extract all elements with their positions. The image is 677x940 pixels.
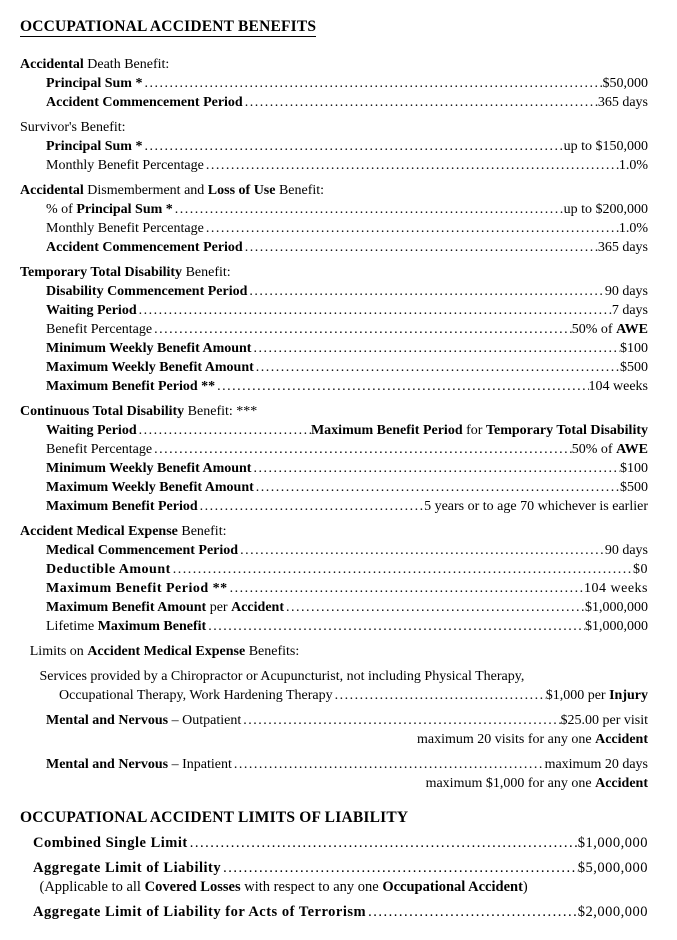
- row-value: [311, 421, 648, 440]
- row-label: [59, 686, 333, 705]
- text-run: Benefit Percentage: [46, 322, 153, 337]
- section-heading: [20, 55, 648, 74]
- row-value: [578, 903, 648, 922]
- text-run: Mental and Nervous: [46, 757, 169, 772]
- text-run: with respect to any one: [240, 879, 383, 895]
- text-run: 7 days: [611, 303, 648, 318]
- text-run: Accident: [231, 600, 284, 615]
- text-run: 104 weeks: [588, 379, 648, 394]
- dot-leader: [241, 711, 560, 730]
- section-continuous-total-disability: [20, 402, 648, 516]
- row-value: [424, 497, 648, 516]
- text-run: Principal Sum *: [46, 76, 143, 91]
- text-run: AWE: [616, 322, 648, 337]
- text-run: $500: [620, 360, 648, 375]
- text-run: $1,000 per: [545, 688, 610, 703]
- dot-leader: [247, 282, 604, 301]
- text-run: Mental and Nervous: [46, 713, 169, 728]
- dot-leader: [254, 478, 620, 497]
- text-run: Aggregate Limit of Liability for Acts of Terrorism: [33, 904, 367, 920]
- text-run: Accident: [595, 776, 648, 791]
- text-run: – Outpatient: [168, 713, 242, 728]
- row-value: [589, 377, 649, 396]
- row-label: [46, 711, 241, 730]
- dot-leader: [215, 377, 588, 396]
- dot-leader: [171, 560, 633, 579]
- dot-leader: [204, 156, 619, 175]
- text-run: Maximum Weekly Benefit Amount: [46, 480, 254, 495]
- row-value: [620, 478, 648, 497]
- page-title-text: OCCUPATIONAL ACCIDENT BENEFITS: [20, 18, 317, 35]
- text-run: maximum 20 visits for any one: [417, 732, 596, 747]
- text-run: Benefit:: [177, 524, 227, 539]
- benefit-row: [46, 282, 648, 301]
- text-run: Survivor's Benefit:: [20, 120, 126, 135]
- row-value: [612, 301, 648, 320]
- row-value: [578, 834, 648, 853]
- text-run: $1,000,000: [577, 835, 648, 851]
- text-run: Maximum Weekly Benefit Amount: [46, 360, 254, 375]
- text-run: 90 days: [604, 543, 648, 558]
- row-value: [584, 579, 648, 598]
- benefit-row: [46, 478, 648, 497]
- row-label: [46, 219, 204, 238]
- benefit-row: [46, 755, 648, 774]
- row-note: [20, 774, 648, 793]
- text-run: – Inpatient: [168, 757, 232, 772]
- row-label: [46, 156, 204, 175]
- row-value: [605, 541, 648, 560]
- row-value: [598, 238, 648, 257]
- text-run: Services provided by a Chiropractor or Acupuncturist, not including Physical Therapy,: [39, 669, 525, 684]
- row-label: [46, 301, 137, 320]
- benefit-row: [46, 377, 648, 396]
- text-run: OCCUPATIONAL ACCIDENT LIMITS OF LIABILITY: [20, 809, 409, 826]
- text-run: Minimum Weekly Benefit Amount: [46, 341, 252, 356]
- text-run: Deductible Amount: [46, 562, 171, 577]
- text-run: for: [462, 423, 486, 438]
- benefit-row: [46, 301, 648, 320]
- row-value: [564, 200, 648, 219]
- row-label: [46, 93, 243, 112]
- text-run: per: [206, 600, 232, 615]
- dot-leader: [232, 755, 545, 774]
- row-label: [46, 541, 238, 560]
- section-heading: [20, 181, 648, 200]
- row-value: [620, 459, 648, 478]
- row-label: [46, 74, 142, 93]
- benefit-row: [46, 320, 648, 339]
- text-run: 1.0%: [618, 221, 648, 236]
- text-run: $500: [620, 480, 648, 495]
- row-value: [572, 320, 648, 339]
- text-run: $1,000,000: [585, 619, 648, 634]
- section-dismemberment-loss-of-use: [20, 181, 648, 257]
- section-limits-on-ame: [20, 642, 648, 793]
- row-label: [46, 238, 243, 257]
- section-heading: [20, 118, 648, 137]
- benefit-row: [46, 358, 648, 377]
- dot-leader: [243, 93, 598, 112]
- row-note: [40, 878, 649, 897]
- section-accident-medical-expense: [20, 522, 648, 636]
- row-value: [578, 859, 648, 878]
- dot-leader: [198, 497, 424, 516]
- text-run: Maximum Benefit Period: [310, 423, 463, 438]
- row-value: [603, 74, 649, 93]
- dot-leader: [137, 421, 311, 440]
- text-run: Loss of Use: [207, 183, 276, 198]
- text-run: Monthly Benefit Percentage: [46, 158, 204, 173]
- text-run: 1.0%: [618, 158, 648, 173]
- dot-leader: [204, 219, 619, 238]
- benefit-row: [46, 598, 648, 617]
- dot-leader: [137, 301, 612, 320]
- text-run: up to $150,000: [563, 139, 648, 154]
- text-run: Accidental: [20, 57, 84, 72]
- text-run: Medical Commencement Period: [46, 543, 239, 558]
- row-value: [633, 560, 648, 579]
- benefit-row: [46, 497, 648, 516]
- dot-leader: [238, 541, 605, 560]
- benefit-row: [46, 617, 648, 636]
- text-run: $2,000,000: [577, 904, 648, 920]
- dot-leader: [206, 617, 585, 636]
- dot-leader: [142, 137, 563, 156]
- text-run: maximum 20 days: [544, 757, 648, 772]
- benefit-row: [46, 339, 648, 358]
- dot-leader: [152, 320, 572, 339]
- row-label: [40, 667, 525, 686]
- benefit-row: [40, 667, 649, 686]
- text-run: Principal Sum *: [46, 139, 143, 154]
- text-run: Waiting Period: [46, 423, 137, 438]
- row-label: [46, 478, 254, 497]
- text-run: Maximum Benefit Period: [46, 499, 198, 514]
- row-value: [619, 219, 648, 238]
- row-value: [585, 598, 648, 617]
- benefit-row: [46, 74, 648, 93]
- benefit-row: [46, 219, 648, 238]
- benefit-row: [33, 903, 648, 922]
- row-label: [46, 358, 254, 377]
- text-run: Limits on: [29, 644, 88, 659]
- text-run: Death Benefit:: [83, 57, 170, 72]
- text-run: 104 weeks: [584, 581, 648, 596]
- section-accidental-death-benefit: [20, 55, 648, 112]
- text-run: Occupational Therapy, Work Hardening Therapy: [59, 688, 333, 703]
- row-value: [545, 755, 648, 774]
- row-value: [546, 686, 648, 705]
- dot-leader: [221, 859, 578, 878]
- row-label: [46, 617, 206, 636]
- text-run: up to $200,000: [563, 202, 648, 217]
- row-value: [572, 440, 648, 459]
- row-note: [20, 730, 648, 749]
- text-run: Principal Sum *: [76, 202, 173, 217]
- section-main-heading: [20, 807, 648, 828]
- text-run: AWE: [616, 442, 648, 457]
- dot-leader: [142, 74, 602, 93]
- row-label: [46, 137, 142, 156]
- text-run: Maximum Benefit Period **: [46, 581, 228, 596]
- dot-leader: [188, 834, 578, 853]
- row-label: [46, 560, 171, 579]
- text-run: Benefit Percentage: [46, 442, 153, 457]
- section-heading: [30, 642, 648, 661]
- dot-leader: [243, 238, 598, 257]
- row-label: [46, 459, 251, 478]
- section-limits-of-liability: [20, 807, 648, 922]
- row-value: [620, 339, 648, 358]
- section-temporary-total-disability: [20, 263, 648, 396]
- text-run: Waiting Period: [46, 303, 137, 318]
- text-run: % of: [46, 202, 77, 217]
- row-label: [33, 834, 188, 853]
- text-run: Benefit:: [182, 265, 231, 280]
- dot-leader: [251, 459, 620, 478]
- text-run: Continuous Total Disability: [20, 404, 185, 419]
- text-run: $50,000: [602, 76, 648, 91]
- row-label: [46, 320, 152, 339]
- text-run: Accident Medical Expense: [87, 644, 246, 659]
- text-run: Minimum Weekly Benefit Amount: [46, 461, 252, 476]
- text-run: Dismemberment and: [83, 183, 208, 198]
- section-heading: [20, 522, 648, 541]
- dot-leader: [228, 579, 584, 598]
- text-run: 90 days: [604, 284, 648, 299]
- row-value: [619, 156, 648, 175]
- row-value: [605, 282, 648, 301]
- row-label: [46, 440, 152, 459]
- dot-leader: [366, 903, 578, 922]
- benefit-row: [46, 541, 648, 560]
- text-run: Accident: [595, 732, 648, 747]
- text-run: 365 days: [597, 95, 648, 110]
- text-run: Benefits:: [245, 644, 300, 659]
- benefit-row: [46, 93, 648, 112]
- text-run: Benefit:: [275, 183, 325, 198]
- benefit-row: [33, 859, 648, 878]
- row-label: [46, 579, 228, 598]
- benefit-row: [46, 137, 648, 156]
- benefit-row: [46, 421, 648, 440]
- text-run: Accidental: [20, 183, 84, 198]
- document-body: [20, 55, 648, 922]
- benefit-row: [46, 459, 648, 478]
- dot-leader: [333, 686, 546, 705]
- text-run: Maximum Benefit: [97, 619, 207, 634]
- benefit-row: [59, 686, 648, 705]
- text-run: $25.00 per visit: [560, 713, 648, 728]
- text-run: 50% of: [571, 442, 617, 457]
- row-label: [46, 421, 137, 440]
- row-value: [598, 93, 648, 112]
- text-run: Accident Medical Expense: [20, 524, 178, 539]
- text-run: $100: [620, 461, 648, 476]
- text-run: Occupational Accident: [382, 879, 523, 895]
- text-run: Aggregate Limit of Liability: [33, 860, 222, 876]
- dot-leader: [284, 598, 585, 617]
- row-label: [33, 859, 221, 878]
- text-run: $0: [633, 562, 648, 577]
- text-run: Covered Losses: [144, 879, 241, 895]
- text-run: Maximum Benefit Period **: [46, 379, 216, 394]
- section-heading: [20, 402, 648, 421]
- text-run: Injury: [609, 688, 648, 703]
- row-label: [46, 339, 251, 358]
- row-value: [561, 711, 649, 730]
- text-run: 365 days: [597, 240, 648, 255]
- benefit-row: [46, 200, 648, 219]
- row-label: [46, 497, 198, 516]
- text-run: Lifetime: [46, 619, 98, 634]
- text-run: Disability Commencement Period: [46, 284, 248, 299]
- text-run: Benefit: ***: [184, 404, 258, 419]
- text-run: $1,000,000: [585, 600, 648, 615]
- row-value: [585, 617, 648, 636]
- dot-leader: [251, 339, 620, 358]
- text-run: (Applicable to all: [39, 879, 145, 895]
- text-run: 5 years or to age 70 whichever is earlier: [424, 499, 648, 514]
- benefit-row: [46, 711, 648, 730]
- row-label: [33, 903, 366, 922]
- text-run: Maximum Benefit Amount: [46, 600, 207, 615]
- text-run: ): [522, 879, 528, 895]
- text-run: maximum $1,000 for any one: [425, 776, 596, 791]
- row-label: [46, 598, 284, 617]
- text-run: 50% of: [571, 322, 617, 337]
- benefit-row: [46, 238, 648, 257]
- section-survivors-benefit: [20, 118, 648, 175]
- benefit-row: [46, 156, 648, 175]
- benefit-row: [46, 579, 648, 598]
- row-value: [620, 358, 648, 377]
- text-run: Monthly Benefit Percentage: [46, 221, 204, 236]
- row-label: [46, 282, 247, 301]
- text-run: Accident Commencement Period: [46, 95, 243, 110]
- section-heading: [20, 263, 648, 282]
- text-run: $5,000,000: [577, 860, 648, 876]
- text-run: Accident Commencement Period: [46, 240, 243, 255]
- text-run: Temporary Total Disability: [20, 265, 183, 280]
- page-title: [20, 16, 648, 37]
- row-label: [46, 200, 173, 219]
- benefit-row: [46, 560, 648, 579]
- row-value: [564, 137, 648, 156]
- row-label: [46, 755, 232, 774]
- dot-leader: [173, 200, 564, 219]
- text-run: Temporary Total Disability: [485, 423, 648, 438]
- benefit-row: [33, 834, 648, 853]
- text-run: Combined Single Limit: [33, 835, 188, 851]
- benefit-row: [46, 440, 648, 459]
- text-run: $100: [620, 341, 648, 356]
- dot-leader: [254, 358, 620, 377]
- row-label: [46, 377, 215, 396]
- dot-leader: [152, 440, 572, 459]
